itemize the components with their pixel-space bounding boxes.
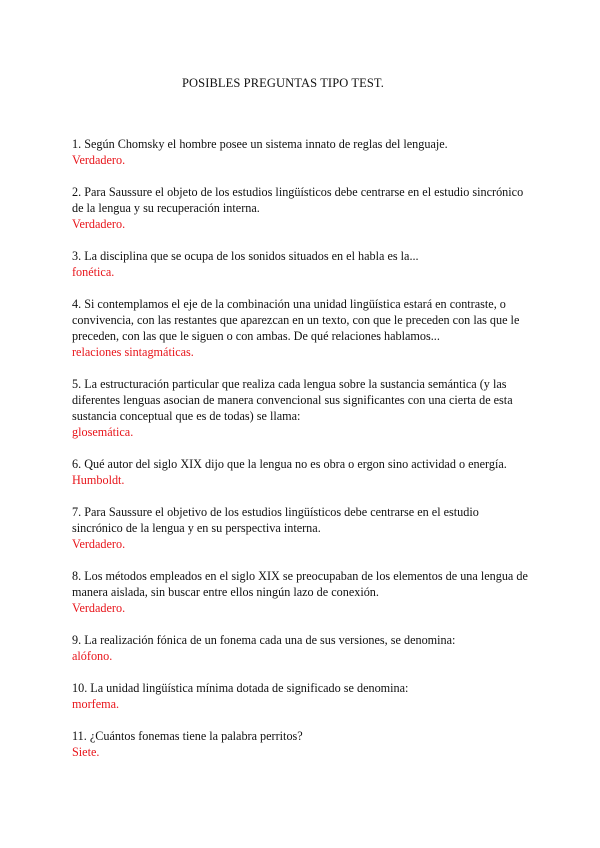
answer-text: fonética. — [72, 265, 115, 279]
question-text-line: 6. Qué autor del siglo XIX dijo que la lengua no es obra o ergon sino actividad o energía. — [72, 457, 507, 471]
question-text-line: sincrónico de la lengua y en su perspectiva interna. — [72, 521, 321, 535]
question-item — [72, 136, 542, 168]
question-text-line: 10. La unidad lingüística mínima dotada de significado se denomina: — [72, 681, 409, 695]
question-text-line: 2. Para Saussure el objeto de los estudios lingüísticos debe centrarse en el estudio sincrónico — [72, 185, 524, 199]
question-text-line: 3. La disciplina que se ocupa de los sonidos situados en el habla es la... — [72, 249, 419, 263]
answer-text: Humboldt. — [72, 473, 125, 487]
question-text-line: de la lengua y su recuperación interna. — [72, 201, 260, 215]
answer-text: morfema. — [72, 697, 120, 711]
answer-text: Verdadero. — [72, 601, 126, 615]
answer-text: alófono. — [72, 649, 113, 663]
answer-text: Verdadero. — [72, 217, 126, 231]
question-text-line: 7. Para Saussure el objetivo de los estudios lingüísticos debe centrarse en el estudio — [72, 505, 479, 519]
answer-text: glosemática. — [72, 425, 134, 439]
question-text-line: convivencia, con las restantes que aparezcan en un texto, con que le preceden con las que le — [72, 313, 520, 327]
question-list — [72, 136, 542, 776]
question-item — [72, 376, 542, 440]
question-item — [72, 680, 542, 712]
question-text-line: 9. La realización fónica de un fonema cada una de sus versiones, se denomina: — [72, 633, 456, 647]
question-text-line: sustancia conceptual que es de todas) se llama: — [72, 409, 301, 423]
question-text-line: 5. La estructuración particular que realiza cada lengua sobre la sustancia semántica (y las — [72, 377, 507, 391]
question-text-line: 1. Según Chomsky el hombre posee un sistema innato de reglas del lenguaje. — [72, 137, 448, 151]
question-text-line: preceden, con las que le siguen o con ambas. De qué relaciones hablamos... — [72, 329, 440, 343]
question-text-line: 4. Si contemplamos el eje de la combinación una unidad lingüística estará en contraste, o — [72, 297, 506, 311]
question-item — [72, 456, 542, 488]
question-item — [72, 504, 542, 552]
answer-text: Verdadero. — [72, 537, 126, 551]
question-text-line: manera aislada, sin buscar entre ellos ningún lazo de conexión. — [72, 585, 379, 599]
answer-text: Siete. — [72, 745, 100, 759]
question-text-line: 11. ¿Cuántos fonemas tiene la palabra perritos? — [72, 729, 303, 743]
answer-text: Verdadero. — [72, 153, 126, 167]
question-item — [72, 248, 542, 280]
question-item — [72, 296, 542, 360]
question-item — [72, 568, 542, 616]
question-text-line: diferentes lenguas asocian de manera convencional sus significantes con una cierta de esta — [72, 393, 513, 407]
question-text-line: 8. Los métodos empleados en el siglo XIX se preocupaban de los elementos de una lengua de — [72, 569, 528, 583]
answer-text: relaciones sintagmáticas. — [72, 345, 194, 359]
page-title: POSIBLES PREGUNTAS TIPO TEST. — [182, 76, 384, 90]
question-item — [72, 184, 542, 232]
question-item — [72, 728, 542, 760]
question-item — [72, 632, 542, 664]
